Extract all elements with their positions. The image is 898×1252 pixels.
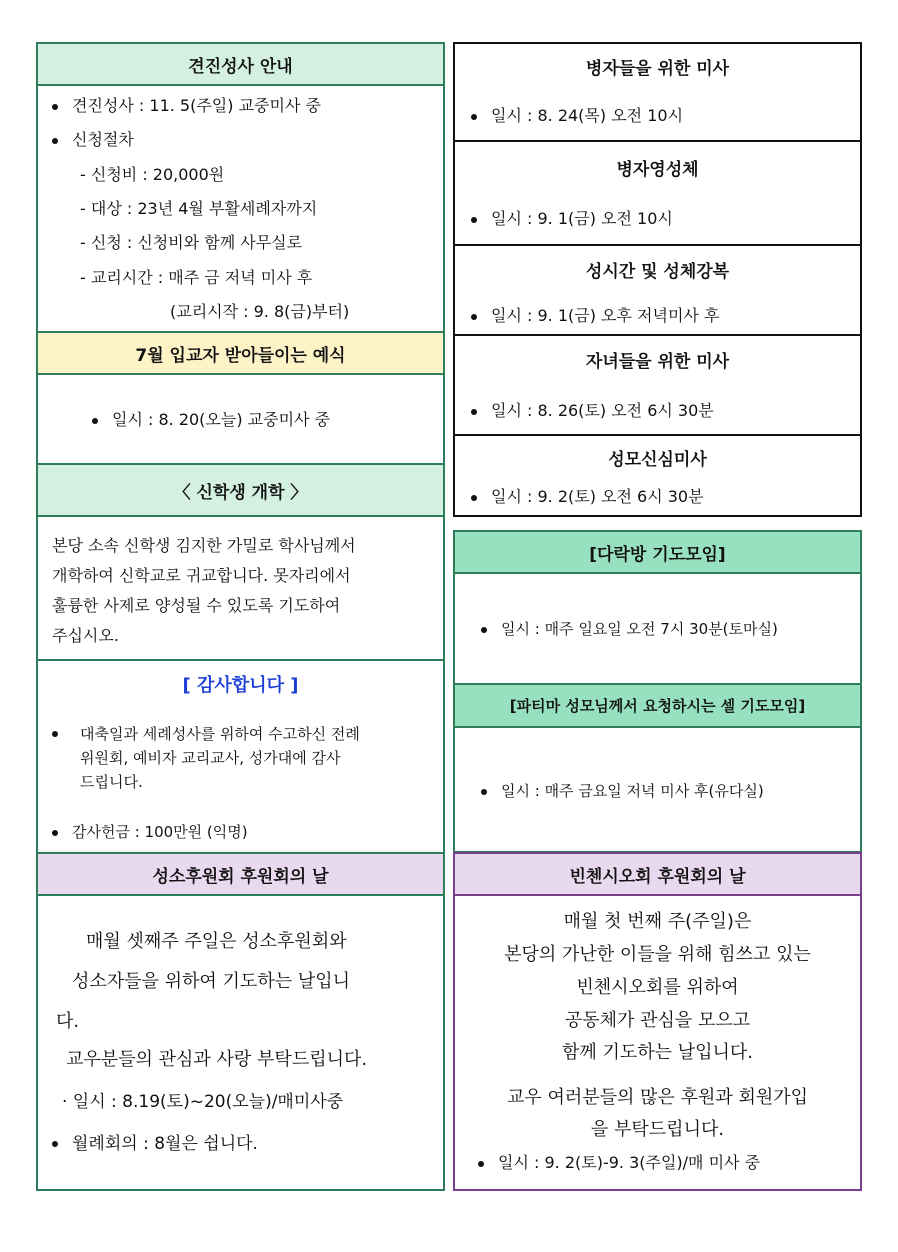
- vincent-line-2: 본당의 가난한 이들을 위해 힘쓰고 있는: [504, 944, 811, 965]
- heart-mass-item: 일시 : 9. 2(토) 오전 6시 30분: [471, 487, 704, 507]
- vincent-line-4: 공동체가 관심을 모으고: [564, 1010, 751, 1031]
- divider-4: [453, 434, 862, 436]
- sacred-line-2: 성소자들을 위하여 기도하는 날입니: [72, 971, 350, 992]
- bullet-icon: [481, 627, 487, 633]
- confirmation-sub-4: - 교리시간 : 매주 금 저녁 미사 후: [80, 268, 313, 287]
- seminary-line-2: 개학하여 신학교로 귀교합니다. 못자리에서: [52, 566, 351, 585]
- sick-mass-title: 병자들을 위한 미사: [585, 59, 730, 79]
- confirmation-item-2: 신청절차: [52, 130, 134, 150]
- bullet-icon: [92, 418, 98, 424]
- thanks-divider: [36, 659, 445, 661]
- bullet-icon: [471, 314, 477, 320]
- vincent-line-3: 빈첸시오회를 위하여: [576, 977, 739, 998]
- confirmation-sub-2: - 대상 : 23년 4월 부활세례자까지: [80, 199, 318, 218]
- vincent-line-7: 을 부탁드립니다.: [590, 1119, 725, 1140]
- confirmation-sub-3: - 신청 : 신청비와 함께 사무실로: [80, 233, 303, 252]
- thanks-item-1-line-3: 드립니다.: [80, 773, 143, 791]
- thanks-item-1-line-2: 위원회, 예비자 교리교사, 성가대에 감사: [80, 749, 341, 767]
- bullet-icon: [478, 1161, 484, 1167]
- vincent-line-6: 교우 여러분들의 많은 후원과 회원가입: [506, 1087, 809, 1108]
- thanks-title: [ 감사합니다 ]: [182, 675, 299, 696]
- bullet-icon: [481, 789, 487, 795]
- confirmation-item-1: 견진성사 : 11. 5(주일) 교중미사 중: [52, 96, 321, 116]
- vincent-header: [453, 852, 862, 896]
- sacred-title: 성소후원회 후원회의 날: [152, 866, 329, 887]
- july-item: 일시 : 8. 20(오늘) 교중미사 중: [92, 410, 330, 430]
- adoration-item: 일시 : 9. 1(금) 오후 저녁미사 후: [471, 306, 719, 326]
- sacred-line-5: · 일시 : 8.19(토)~20(오늘)/매미사중: [62, 1092, 344, 1112]
- bullet-icon: [52, 104, 58, 110]
- fatima-title: [파티마 성모님께서 요청하시는 셀 기도모임]: [509, 697, 806, 715]
- confirmation-header: [36, 42, 445, 86]
- attic-item: 일시 : 매주 일요일 오전 7시 30분(토마실): [481, 619, 778, 639]
- vincent-line-5: 함께 기도하는 날입니다.: [561, 1042, 754, 1063]
- seminary-line-1: 본당 소속 신학생 김지한 가밀로 학사님께서: [52, 536, 356, 555]
- seminary-line-4: 주십시오.: [52, 626, 119, 645]
- children-mass-title: 자녀들을 위한 미사: [585, 352, 730, 372]
- july-header: [36, 331, 445, 375]
- bullet-icon: [471, 217, 477, 223]
- confirmation-sub-1: - 신청비 : 20,000원: [80, 165, 225, 184]
- sacred-line-3: 다.: [56, 1011, 80, 1032]
- thanks-item-1: [52, 722, 360, 794]
- confirmation-sub-5: (교리시작 : 9. 8(금)부터): [170, 302, 350, 321]
- children-mass-item: 일시 : 8. 26(토) 오전 6시 30분: [471, 401, 714, 421]
- bullet-icon: [471, 409, 477, 415]
- thanks-item-2: 감사헌금 : 100만원 (익명): [52, 822, 248, 842]
- seminary-header: [36, 463, 445, 517]
- sacred-line-4: 교우분들의 관심과 사랑 부탁드립니다.: [66, 1049, 368, 1070]
- bullet-icon: [52, 1141, 58, 1147]
- sick-communion-title: 병자영성체: [616, 160, 699, 180]
- vincent-line-8: 일시 : 9. 2(토)-9. 3(주일)/매 미사 중: [478, 1153, 760, 1173]
- sick-mass-item: 일시 : 8. 24(목) 오전 10시: [471, 106, 683, 126]
- bullet-icon: [52, 138, 58, 144]
- sick-communion-item: 일시 : 9. 1(금) 오전 10시: [471, 209, 673, 229]
- seminary-title: 〈 신학생 개학 〉: [173, 482, 308, 503]
- divider-2: [453, 244, 862, 246]
- thanks-item-1-line-1: 대축일과 세례성사를 위하여 수고하신 전례: [80, 725, 360, 743]
- sacred-line-1: 매월 셋째주 주일은 성소후원회와: [86, 931, 347, 952]
- bullet-icon: [471, 114, 477, 120]
- attic-header: [453, 530, 862, 574]
- bullet-icon: [52, 830, 58, 836]
- july-title: 7월 입교자 받아들이는 예식: [135, 345, 346, 366]
- vincent-line-1: 매월 첫 번째 주(주일)은: [563, 911, 752, 932]
- vincent-title: 빈첸시오회 후원회의 날: [569, 866, 746, 887]
- bullet-icon: [471, 495, 477, 501]
- fatima-item: 일시 : 매주 금요일 저녁 미사 후(유다실): [481, 781, 764, 801]
- attic-title: [다락방 기도모임]: [589, 544, 726, 565]
- confirmation-title: 견진성사 안내: [188, 56, 293, 77]
- heart-mass-title: 성모신심미사: [608, 450, 707, 470]
- divider-3: [453, 334, 862, 336]
- bullet-icon: [52, 731, 58, 737]
- fatima-header: [453, 683, 862, 728]
- divider-1: [453, 140, 862, 142]
- adoration-title: 성시간 및 성체강복: [585, 262, 730, 282]
- sacred-header: [36, 852, 445, 896]
- sacred-line-6: 월례회의 : 8월은 쉽니다.: [52, 1134, 258, 1154]
- seminary-line-3: 훌륭한 사제로 양성될 수 있도록 기도하여: [52, 596, 341, 615]
